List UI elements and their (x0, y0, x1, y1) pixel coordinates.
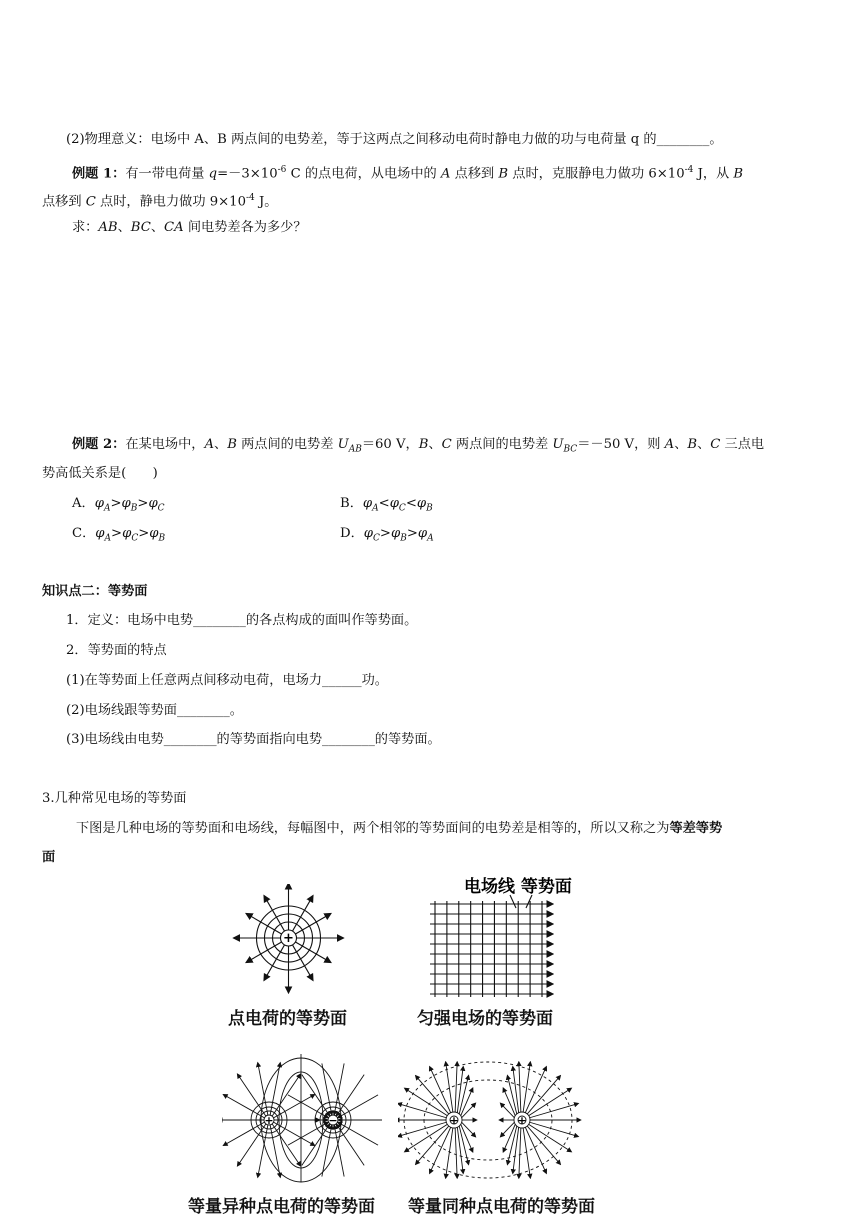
option-label: A． (72, 496, 95, 511)
subscript: A (103, 503, 111, 514)
subscript: C (398, 503, 406, 514)
text: A (440, 166, 451, 182)
opposite-charges-caption: 等量异种点电荷的等势面 (188, 1197, 375, 1217)
field-line (455, 1128, 457, 1177)
field-line (416, 1126, 449, 1164)
plus-sign: + (449, 1114, 459, 1127)
text: 、 (697, 437, 711, 452)
example1-label: 例题 1： (72, 166, 126, 182)
text: C (441, 437, 452, 452)
plus-sign: + (264, 1114, 274, 1127)
exponent: -6 (277, 165, 287, 175)
subscript: A (104, 533, 112, 544)
text: < (405, 496, 417, 511)
kp2-definition: 1．定义：电场中电势________的各点构成的面叫作等势面。 (66, 613, 418, 628)
point-charge-caption: 点电荷的等势面 (228, 1009, 347, 1029)
option-label: C． (72, 526, 96, 541)
text: φ (389, 496, 399, 511)
field-line (519, 1128, 521, 1177)
text: CA (164, 220, 184, 235)
option-b (340, 495, 433, 518)
text: 下图是几种电场的等势面和电场线，每幅图中，两个相邻的等势面间的电势差是相等的，所以又称之为 (76, 821, 670, 836)
text: φ (95, 526, 105, 541)
sec3-intro-tail: 面 (42, 850, 56, 865)
option-label: D． (340, 526, 364, 541)
text: 间电势差各为多少？ (183, 220, 307, 235)
kp2-features: 2．等势面的特点 (66, 643, 167, 658)
physical-meaning-line: (2)物理意义：电场中 A、B 两点间的电势差，等于这两点之间移动电荷时静电力做的功与电荷量 q 的________。 (66, 132, 723, 147)
text: B (498, 166, 509, 182)
field-line (416, 1076, 449, 1114)
plus-sign: + (283, 931, 294, 946)
minus-sign: − (328, 1114, 338, 1127)
text: J。 (254, 194, 278, 210)
example2-line2: 势高低关系是( ) (42, 466, 158, 481)
field-line (501, 1104, 514, 1118)
text: AB (98, 220, 118, 235)
field-line (270, 1125, 280, 1177)
uniform-field-caption: 匀强电场的等势面 (417, 1009, 553, 1029)
text: A (664, 437, 675, 452)
subscript: A (372, 503, 379, 514)
text: 两点间的电势差 (236, 437, 338, 452)
text: 、 (214, 437, 228, 452)
text: U (552, 437, 564, 452)
field-line (457, 1127, 463, 1172)
example1-line1 (72, 161, 743, 183)
text: B (687, 437, 698, 452)
field-line (462, 1104, 475, 1118)
text: > (379, 526, 391, 541)
subscript: C (131, 533, 139, 544)
sec3-title: 3.几种常见电场的等势面 (42, 791, 187, 806)
example1-question (72, 219, 307, 237)
text: =－3×10 (217, 166, 278, 182)
example2-label: 例题 2： (72, 437, 126, 452)
text: B (733, 166, 744, 182)
kp2-title: 知识点二：等势面 (42, 584, 148, 599)
text: φ (121, 496, 131, 511)
text: 有一带电荷量 (125, 166, 209, 182)
like-charges-caption: 等量同种点电荷的等势面 (408, 1197, 595, 1217)
text: φ (122, 526, 132, 541)
text: 三点电 (720, 437, 765, 452)
exponent: -4 (684, 165, 694, 175)
subscript: C (373, 533, 380, 544)
text: B (227, 437, 237, 452)
text: U (337, 437, 349, 452)
kp2-feature-3: (3)电场线由电势________的等势面指向电势________的等势面。 (66, 732, 441, 747)
subscript: B (158, 533, 166, 544)
example2-line1 (72, 436, 764, 459)
text: 点时，克服静电力做功 6×10 (508, 166, 685, 182)
text: 求： (72, 220, 99, 235)
text: > (110, 496, 122, 511)
field-line (457, 1067, 463, 1112)
kp2-feature-1: (1)在等势面上任意两点间移动电荷，电场力______功。 (66, 673, 388, 688)
subscript: BC (563, 444, 578, 455)
text: 点移到 (42, 194, 86, 210)
field-line (527, 1126, 560, 1164)
field-line (224, 1095, 265, 1118)
text: q (208, 166, 218, 182)
text: > (137, 496, 149, 511)
text: 等差等势 (669, 821, 723, 836)
field-line (501, 1122, 514, 1136)
text: φ (362, 496, 373, 511)
sec3-intro (76, 820, 722, 838)
opposite-charges-figure (222, 1052, 382, 1184)
uniform-label: 电场线 等势面 (464, 877, 572, 897)
option-label: B． (340, 496, 363, 511)
text: φ (94, 496, 104, 511)
text: φ (417, 526, 428, 541)
text: φ (416, 496, 427, 511)
text: 点移到 (450, 166, 499, 182)
text: 、 (674, 437, 688, 452)
text: C (85, 194, 96, 210)
field-line (224, 1122, 265, 1145)
text: 、 (117, 220, 131, 235)
text: C (710, 437, 721, 452)
field-line (455, 1063, 457, 1112)
field-line (513, 1067, 519, 1112)
field-line (519, 1063, 521, 1112)
text: A (204, 437, 214, 452)
text: C 的点电荷，从电场中的 (286, 166, 441, 182)
text: BC (130, 220, 151, 235)
field-line (513, 1127, 519, 1172)
text: φ (149, 526, 159, 541)
subscript: B (130, 503, 138, 514)
text: 两点间的电势差 (451, 437, 553, 452)
point-charge-figure (222, 884, 356, 996)
subscript: AB (348, 444, 362, 455)
text: φ (363, 526, 373, 541)
text: 在某电场中， (125, 437, 205, 452)
field-line (462, 1122, 475, 1136)
text: < (378, 496, 390, 511)
text: 点时，静电力做功 9×10 (95, 194, 246, 210)
field-line (527, 1076, 560, 1114)
text: ＝60 V， (361, 437, 419, 452)
text: > (406, 526, 418, 541)
plus-sign: + (517, 1114, 527, 1127)
exponent: -4 (245, 193, 255, 203)
subscript: B (426, 503, 433, 514)
option-c (72, 525, 165, 548)
subscript: A (427, 533, 434, 544)
text: J，从 (693, 166, 734, 182)
like-charges-figure (398, 1052, 608, 1184)
uniform-field-figure (420, 874, 590, 998)
subscript: C (157, 503, 165, 514)
text: φ (148, 496, 158, 511)
subscript: B (400, 533, 407, 544)
text: 、 (150, 220, 164, 235)
example1-line2 (42, 189, 277, 211)
option-d (340, 525, 434, 548)
option-a (72, 495, 165, 518)
text: 、 (428, 437, 442, 452)
text: B (418, 437, 429, 452)
text: > (138, 526, 150, 541)
text: φ (390, 526, 401, 541)
kp2-feature-2: (2)电场线跟等势面________。 (66, 703, 243, 718)
text: > (111, 526, 123, 541)
text: ＝－50 V，则 (577, 437, 665, 452)
field-line (270, 1063, 280, 1115)
